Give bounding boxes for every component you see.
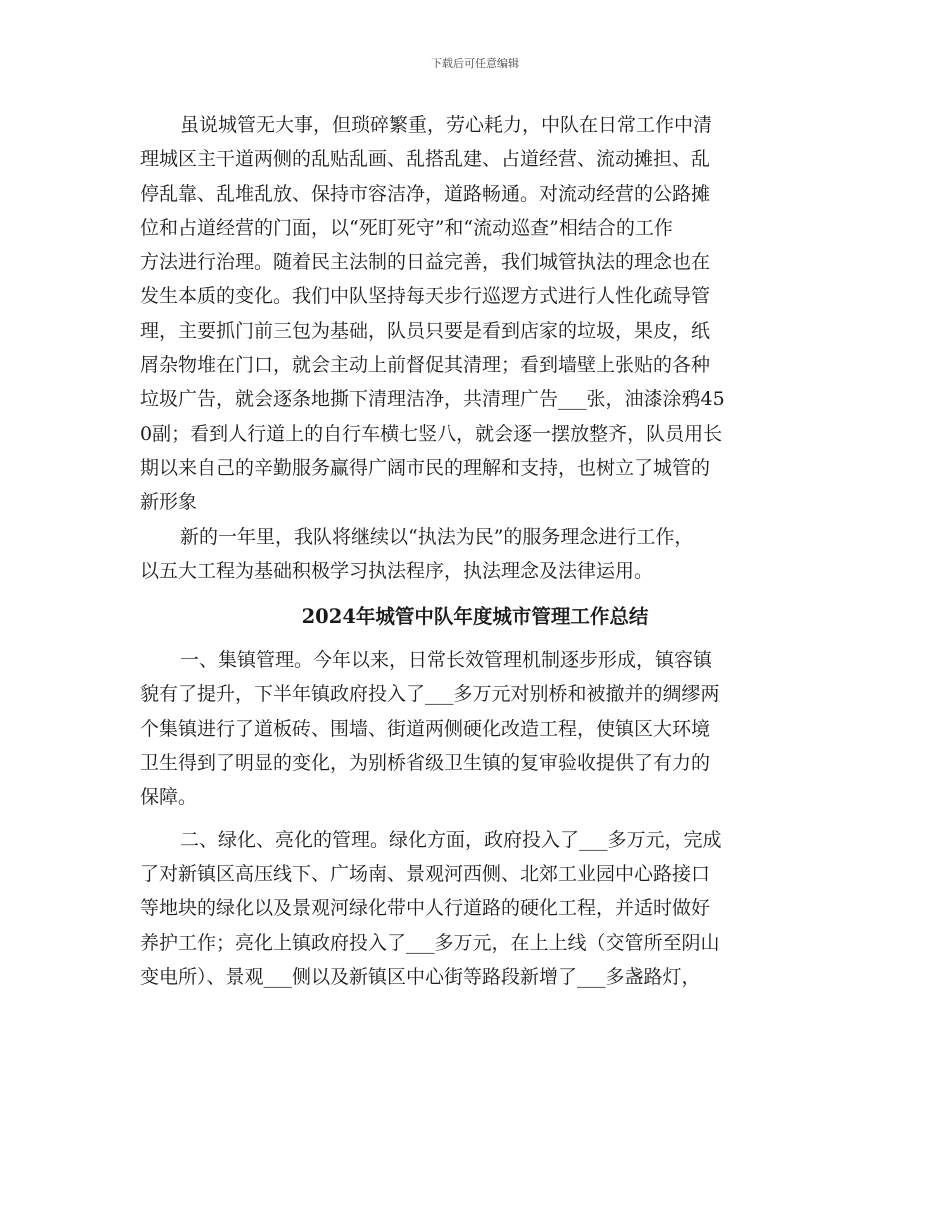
text-line: 垃圾广告，就会逐条地撕下清理洁净，共清理广告___张，油漆涂鸦45 bbox=[140, 388, 725, 411]
text-line: 位和占道经营的门面，以“死盯死守”和“流动巡查”相结合的工作 bbox=[140, 216, 673, 239]
text-line: 方法进行治理。随着民主法制的日益完善，我们城管执法的理念也在 bbox=[140, 251, 711, 274]
text-line: 等地块的绿化以及景观河绿化带中人行道路的硬化工程，并适时做好 bbox=[140, 897, 711, 920]
paragraph-new-year bbox=[140, 520, 810, 589]
page-header: 下载后可任意编辑 bbox=[431, 57, 519, 70]
text-line: 屑杂物堆在门口，就会主动上前督促其清理；看到墙壁上张贴的各种 bbox=[140, 354, 711, 377]
text-line: 以五大工程为基础积极学习执法程序，执法理念及法律运用。 bbox=[140, 559, 654, 582]
text-line: 了对新镇区高压线下、广场南、景观河西侧、北郊工业园中心路接口 bbox=[140, 862, 711, 885]
text-line: 理城区主干道两侧的乱贴乱画、乱搭乱建、占道经营、流动摊担、乱 bbox=[140, 148, 711, 171]
text-line: 期以来自己的辛勤服务赢得广阔市民的理解和支持，也树立了城管的 bbox=[140, 456, 711, 479]
text-line: 0副；看到人行道上的自行车横七竖八，就会逐一摆放整齐，队员用长 bbox=[140, 422, 723, 445]
text-line: 变电所）、景观___侧以及新镇区中心街等路段新增了___多盏路灯， bbox=[140, 965, 701, 988]
text-line: 虽说城管无大事，但琐碎繁重，劳心耗力，中队在日常工作中清 bbox=[180, 114, 713, 136]
text-line: 保障。 bbox=[140, 786, 198, 809]
text-line: 发生本质的变化。我们中队坚持每天步行巡逻方式进行人性化疏导管 bbox=[140, 285, 711, 308]
section-title: 2024年城管中队年度城市管理工作总结 bbox=[301, 605, 649, 629]
paragraph-town-management bbox=[140, 643, 810, 814]
paragraph-greening-lighting bbox=[140, 823, 810, 994]
text-line: 卫生得到了明显的变化，为别桥省级卫生镇的复审验收提供了有力的 bbox=[140, 752, 711, 775]
text-line: 新形象 bbox=[140, 491, 198, 514]
text-line: 一、集镇管理。今年以来，日常长效管理机制逐步形成，镇容镇 bbox=[180, 649, 713, 672]
text-line: 个集镇进行了道板砖、围墙、街道两侧硬化改造工程，使镇区大环境 bbox=[140, 717, 711, 740]
text-line: 二、绿化、亮化的管理。绿化方面，政府投入了___多万元，完成 bbox=[180, 828, 722, 851]
paragraph-street-management bbox=[140, 108, 810, 520]
text-line: 停乱靠、乱堆乱放、保持市容洁净，道路畅通。对流动经营的公路摊 bbox=[140, 182, 711, 205]
text-line: 貌有了提升，下半年镇政府投入了___多万元对别桥和被撤并的绸缪两 bbox=[140, 683, 720, 706]
document-body bbox=[140, 108, 810, 994]
text-line: 新的一年里，我队将继续以“执法为民”的服务理念进行工作， bbox=[180, 525, 694, 548]
text-line: 理，主要抓门前三包为基础，队员只要是看到店家的垃圾，果皮，纸 bbox=[140, 319, 711, 342]
text-line: 养护工作；亮化上镇政府投入了___多万元，在上上线（交管所至阴山 bbox=[140, 931, 720, 954]
